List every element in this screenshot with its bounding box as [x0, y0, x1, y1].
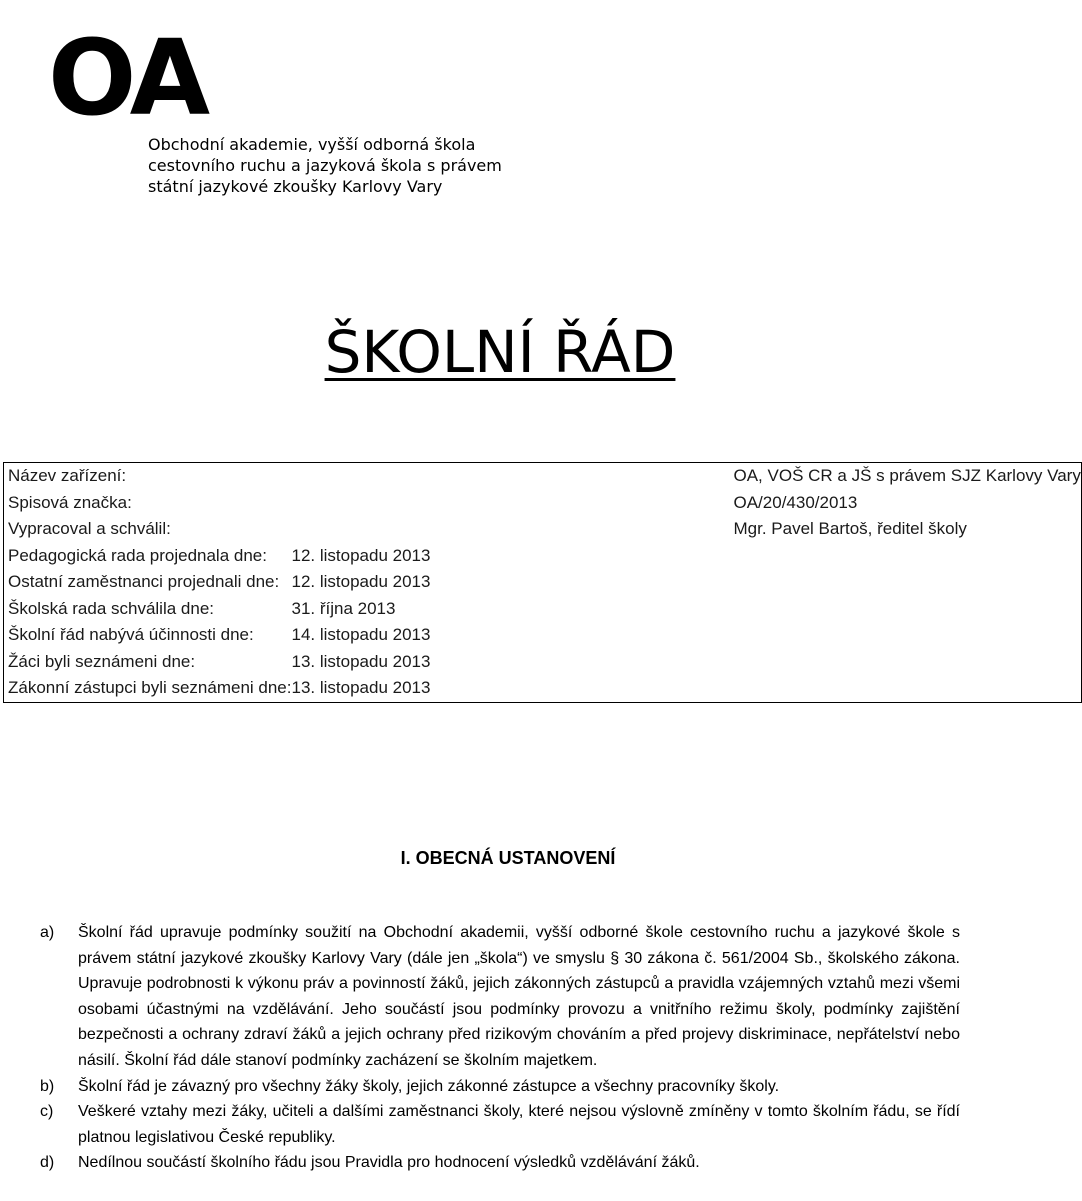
- list-marker: c): [40, 1103, 54, 1121]
- list-item-text: Veškeré vztahy mezi žáky, učiteli a dalšími zaměstnanci školy, které nejsou výslovně zmíněny v tomto školním řádu, se řídí platnou legislativou České republiky.: [78, 1103, 960, 1146]
- info-value: 31. října 2013: [291, 598, 396, 618]
- info-label: Zákonní zástupci byli seznámeni dne:: [8, 678, 292, 698]
- general-provisions-list: [40, 920, 960, 1176]
- school-logo: [48, 17, 502, 197]
- info-value: 13. listopadu 2013: [291, 678, 431, 698]
- info-value: 14. listopadu 2013: [291, 625, 431, 645]
- info-value: 12. listopadu 2013: [291, 545, 431, 565]
- logo-line: Obchodní akademie, vyšší odborná škola: [148, 135, 476, 154]
- list-item-text: Školní řád je závazný pro všechny žáky školy, jejich zákonné zástupce a všechny pracovníky školy.: [78, 1077, 780, 1095]
- list-marker: b): [40, 1077, 55, 1095]
- document-title: ŠKOLNÍ ŘÁD: [324, 318, 676, 386]
- info-value: 13. listopadu 2013: [291, 651, 431, 671]
- logo-mark: OA: [48, 17, 207, 139]
- list-item-text: Školní řád upravuje podmínky soužití na Obchodní akademii, vyšší odborné škole cestovního ruchu a jazykové škole s právem státní jazykové zkoušky Karlovy Vary (dále jen „škola“) ve smyslu § 30 zákona č. 561/2004 Sb., školského zákona. Upravuje podrobnosti k výkonu práv a povinností žáků, jejich zákonných zástupců a pravidla vzájemných vztahů mezi všemi osobami účastnými na vzdělávání. Jeho součástí jsou podmínky provozu a vnitřního režimu školy, podmínky zajištění bezpečnosti a ochrany zdraví žáků a jejich ochrany před rizikovým chováním a před projevy diskriminace, nepřátelství nebo násilí. Školní řád dále stanoví podmínky zacházení se školním majetkem.: [78, 924, 960, 1069]
- info-row: [4, 490, 1082, 517]
- info-label: Školní řád nabývá účinnosti dne:: [8, 625, 254, 645]
- logo-line: cestovního ruchu a jazyková škola s právem: [148, 156, 502, 175]
- info-label: Pedagogická rada projednala dne:: [8, 545, 267, 565]
- logo-line: státní jazykové zkoušky Karlovy Vary: [148, 177, 443, 196]
- info-row: [4, 569, 1082, 596]
- info-label: Školská rada schválila dne:: [8, 598, 215, 618]
- list-item: [40, 1150, 960, 1176]
- list-item: [40, 1074, 960, 1100]
- info-row: [4, 543, 1082, 570]
- list-marker: d): [40, 1154, 55, 1172]
- info-row: [4, 596, 1082, 623]
- info-row: [4, 516, 1082, 543]
- document-info-table: [3, 462, 1082, 703]
- info-label: Žáci byli seznámeni dne:: [8, 651, 196, 671]
- section-heading: I. OBECNÁ USTANOVENÍ: [400, 848, 616, 868]
- info-value: OA, VOŠ CR a JŠ s právem SJZ Karlovy Vary: [733, 466, 1081, 486]
- logo-text: [148, 134, 502, 197]
- list-item-text: Nedílnou součástí školního řádu jsou Pravidla pro hodnocení výsledků vzdělávání žáků.: [78, 1154, 700, 1172]
- info-value: OA/20/430/2013: [733, 492, 858, 512]
- info-row: [4, 675, 1082, 702]
- info-label: Ostatní zaměstnanci projednali dne:: [8, 572, 280, 592]
- list-marker: a): [40, 924, 55, 941]
- info-label: Spisová značka:: [8, 492, 132, 512]
- list-item: [40, 1099, 960, 1150]
- info-value: Mgr. Pavel Bartoš, ředitel školy: [733, 519, 967, 539]
- list-item: [40, 920, 960, 1074]
- info-row: [4, 622, 1082, 649]
- info-row: [4, 463, 1082, 490]
- info-value: 12. listopadu 2013: [291, 572, 431, 592]
- info-label: Název zařízení:: [8, 466, 127, 486]
- info-label: Vypracoval a schválil:: [8, 519, 171, 539]
- info-row: [4, 649, 1082, 676]
